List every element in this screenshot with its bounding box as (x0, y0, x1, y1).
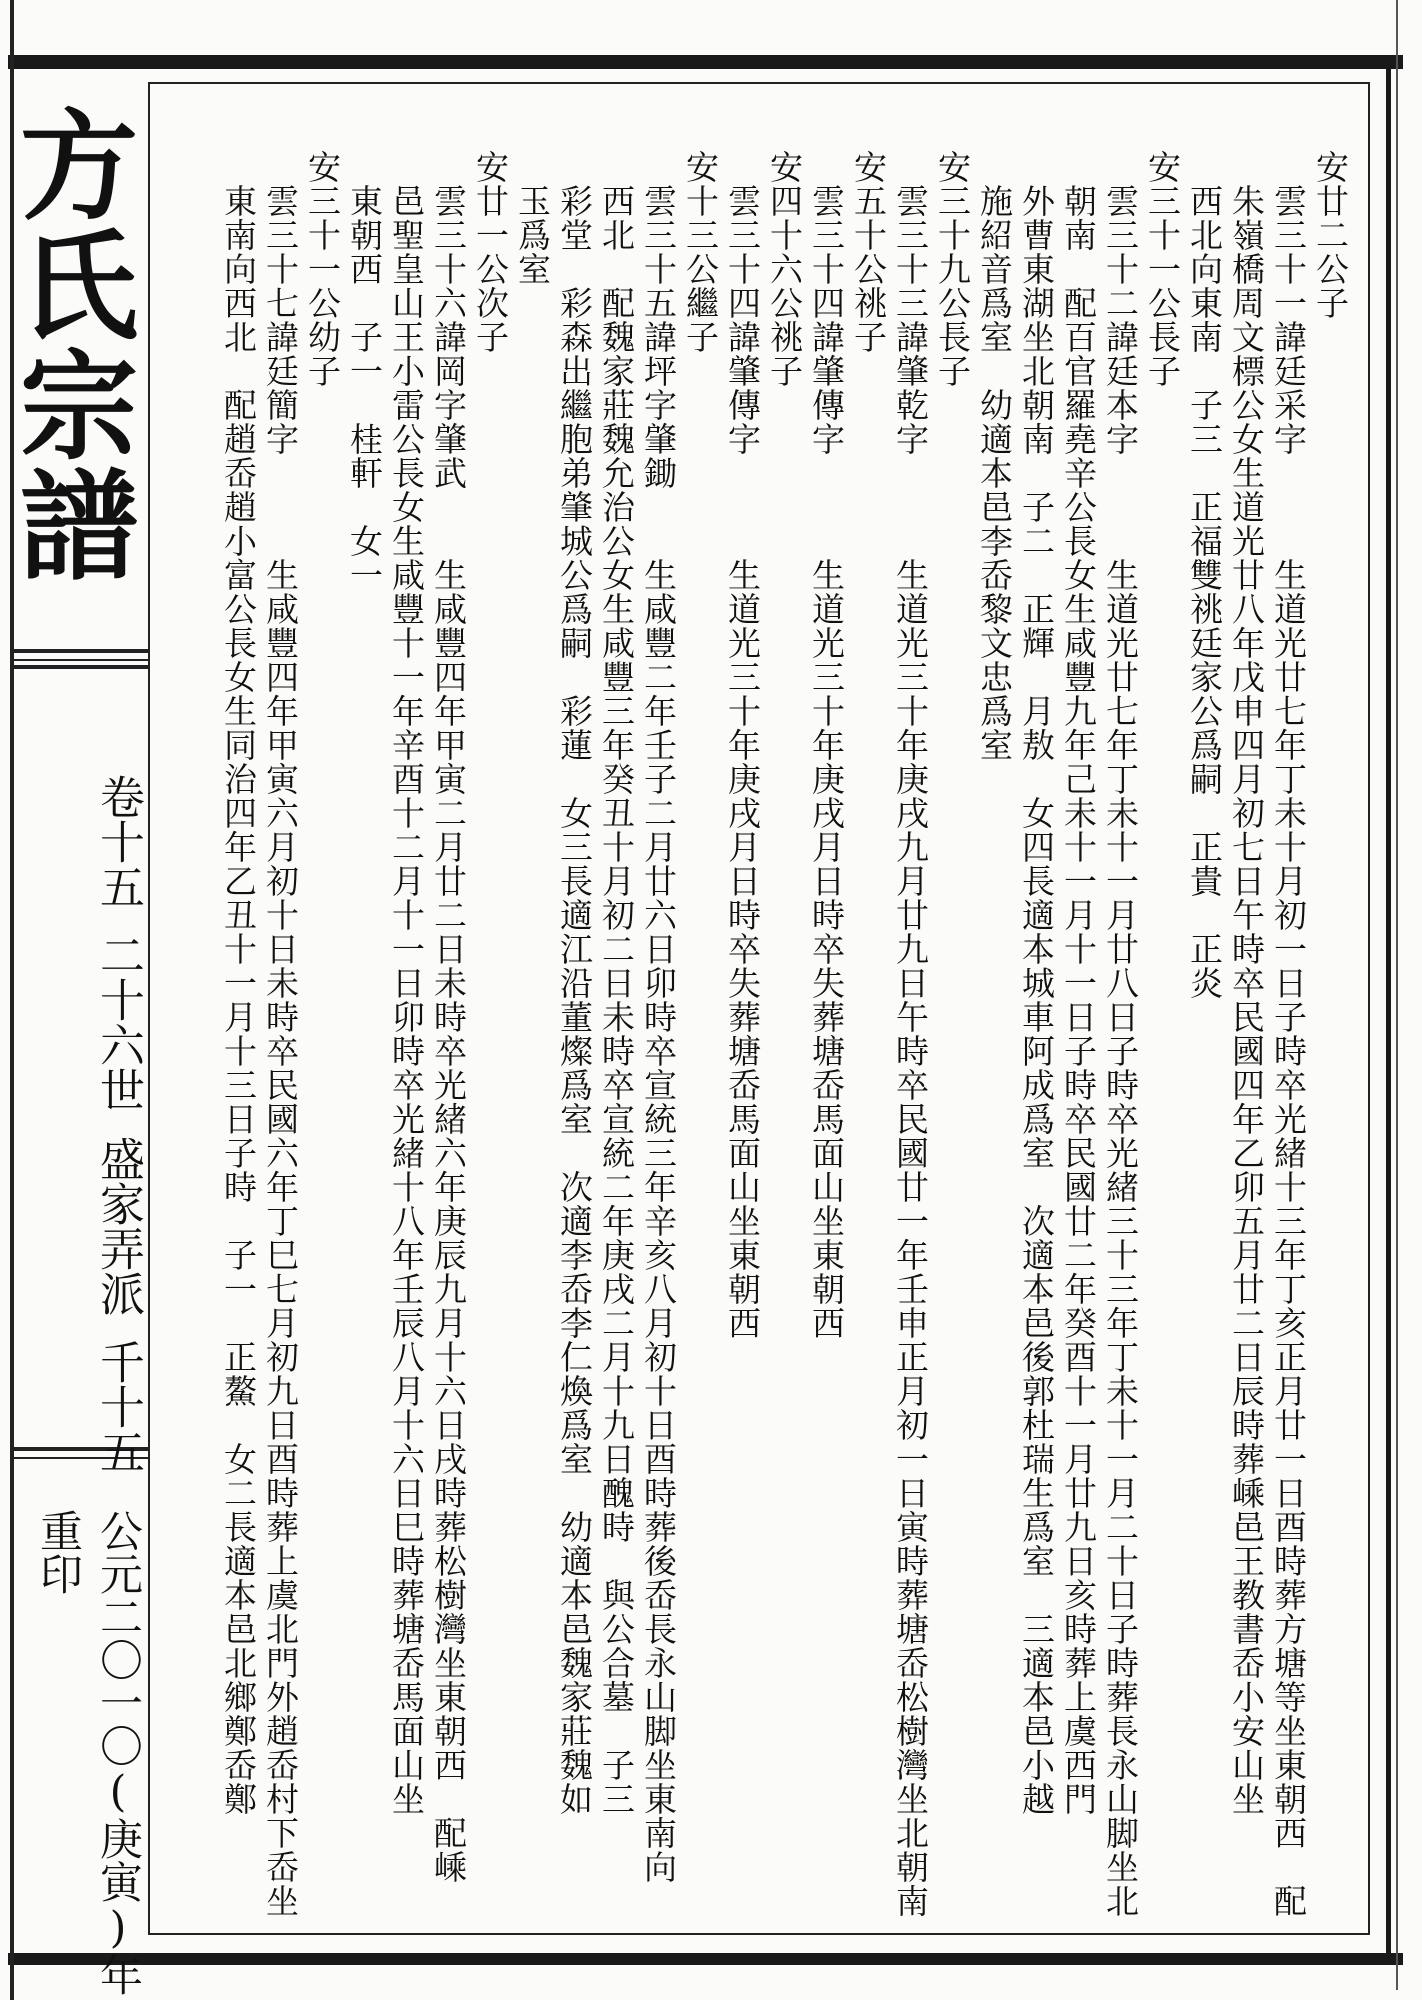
frame-right-border (1386, 55, 1391, 1965)
volume-number: 卷十五 (92, 774, 145, 909)
text-column: 彩堂 彩森出繼胞弟肇城公爲嗣 彩蓮 女三長適江沿董燦爲室 次適李岙李仁煥爲室 幼適本邑魏家莊魏如 (555, 150, 594, 1816)
text-column: 安廿一公次子 (471, 150, 510, 354)
text-column: 施紹音爲室 幼適本邑李岙黎文忠爲室 (975, 150, 1014, 762)
text-column: 安五十公祧子 (849, 150, 888, 354)
text-column: 東朝西 子一 桂軒 女一 (345, 150, 384, 592)
text-column: 朝南 配百官羅堯辛公長女生咸豐九年己未十一月十一日子時卒民國廿二年癸酉十一月廿九日亥時葬上虞西門 (1059, 150, 1098, 1816)
text-column: 雲三十六諱岡字肇武 生咸豐四年甲寅二月廿二日未時卒光緒六年庚辰九月十六日戌時葬松樹灣坐東朝西 配嵊 (429, 150, 468, 1884)
text-column: 西北向東南 子三 正福雙祧廷家公爲嗣 正貴 正炎 (1185, 150, 1224, 1000)
text-column: 安廿二公子 (1311, 150, 1350, 320)
reprint-note: 公元二〇一〇(庚寅)年重印 (33, 1509, 143, 1996)
page-number: 千十五 (92, 1338, 145, 1474)
text-column: 外曹東湖坐北朝南 子二 正輝 月敖 女四長適本城車阿成爲室 次適本邑後郭杜瑞生爲室 三適本邑小越 (1017, 150, 1056, 1816)
text-column: 雲三十四諱肇傳字 生道光三十年庚戌月日時卒失葬塘岙馬面山坐東朝西 (807, 150, 846, 1340)
text-column: 安三十一公幼子 (303, 150, 342, 388)
text-column: 雲三十三諱肇乾字 生道光三十年庚戌九月廿九日午時卒民國廿一年壬申正月初一日寅時葬塘岙松樹灣坐北朝南 (891, 150, 930, 1918)
spine-margin (0, 69, 148, 1996)
text-column: 雲三十四諱肇傳字 生道光三十年庚戌月日時卒失葬塘岙馬面山坐東朝西 (723, 150, 762, 1340)
text-column: 安三十九公長子 (933, 150, 972, 388)
frame-right-outer-border (1396, 0, 1398, 1990)
generation-label: 二十六世 (92, 932, 145, 1113)
text-column: 安四十六公祧子 (765, 150, 804, 388)
text-column: 雲三十七諱廷簡字 生咸豐四年甲寅六月初十日未時卒民國六年丁巳七月初九日酉時葬上虞北門外趙岙村下岙坐 (261, 150, 300, 1918)
text-column: 雲三十二諱廷本字 生道光廿七年丁未十一月廿八日子時卒光緒三十三年丁未十一月二十日子時葬長永山脚坐北 (1101, 150, 1140, 1918)
genealogy-text (170, 150, 1350, 1930)
branch-label: 盛家弄派 (92, 1135, 145, 1316)
volume-info (88, 774, 148, 1474)
text-column: 玉爲室 (513, 150, 552, 286)
text-column: 邑聖皇山王小雷公長女生咸豐十一年辛酉十二月十一日卯時卒光緒十八年壬辰八月十六日巳時葬塘岙馬面山坐 (387, 150, 426, 1816)
text-column: 西北 配魏家莊魏允治公女生咸豐三年癸丑十月初二日未時卒宣統二年庚戌二月十九日醜時 與公合墓 子三 (597, 150, 636, 1816)
text-column: 雲三十五諱坪字肇鋤 生咸豐二年壬子二月廿六日卯時卒宣統三年辛亥八月初十日酉時葬後岙長永山脚坐東南向 (639, 150, 678, 1884)
text-column: 安三十一公長子 (1143, 150, 1182, 388)
frame-bottom-border (8, 1953, 1403, 1965)
text-column: 東南向西北 配趙岙趙小富公長女生同治四年乙丑十一月十三日子時 子一 正鰲 女二長適本邑北鄉鄭岙鄭 (219, 150, 258, 1816)
text-column: 雲三十一諱廷采字 生道光廿七年丁未十月初一日子時卒光緒十三年丁亥正月廿一日酉時葬方塘等坐東朝西 配 (1269, 150, 1308, 1918)
text-column: 朱嶺橋周文標公女生道光廿八年戊申四月初七日午時卒民國四年乙卯五月廿二日辰時葬嵊邑王教書岙小安山坐 (1227, 150, 1266, 1816)
genealogy-title: 方氏宗譜 (0, 104, 139, 584)
text-column: 安十三公繼子 (681, 150, 720, 354)
frame-top-border (8, 55, 1403, 69)
